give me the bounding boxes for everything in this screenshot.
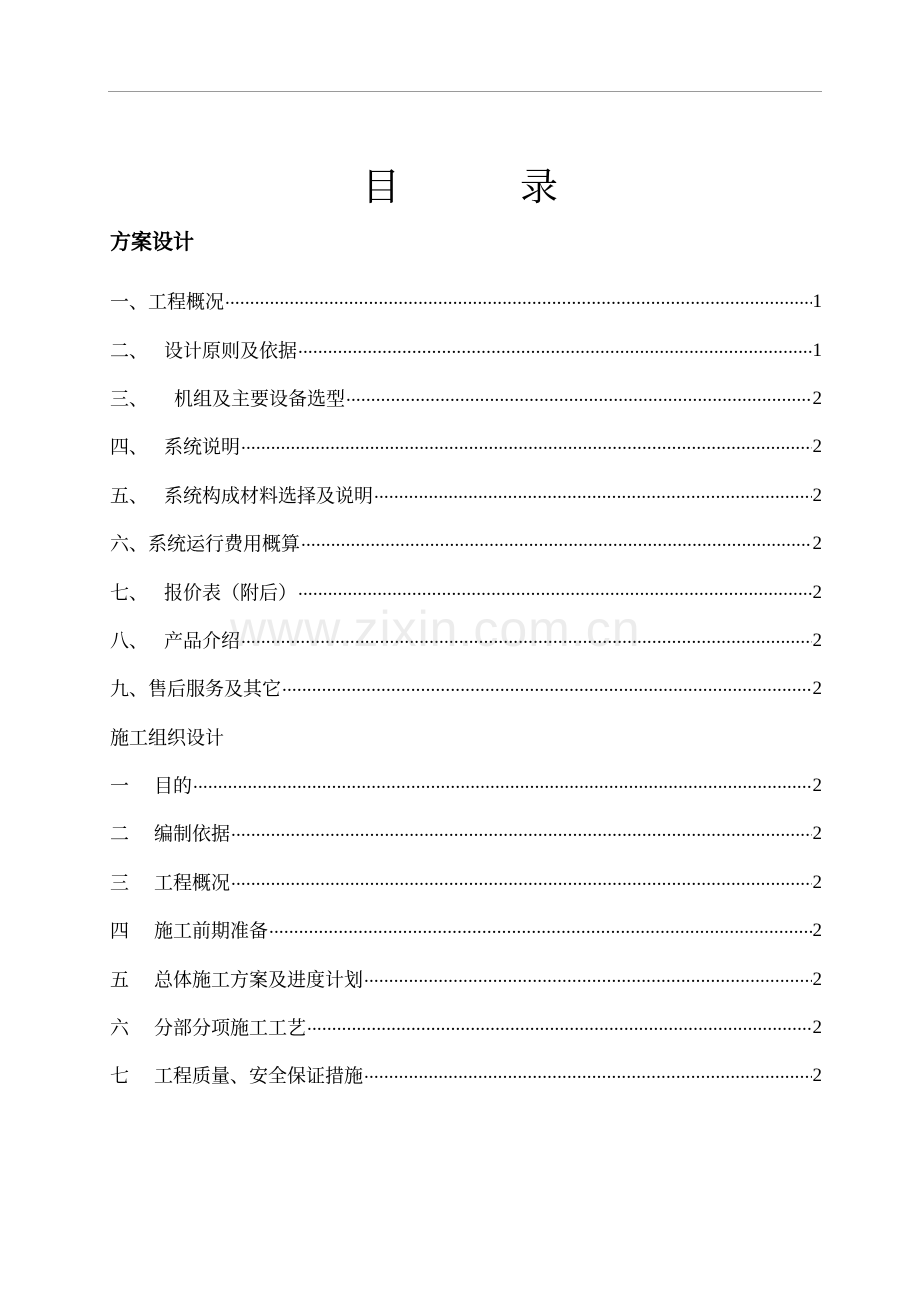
toc-entry[interactable] <box>110 278 822 326</box>
toc-entry-label: 二 编制依据 <box>110 823 231 846</box>
toc-page-number: 2 <box>812 920 822 942</box>
toc-page-number: 2 <box>812 775 822 797</box>
dot-leader <box>231 820 811 848</box>
dot-leader <box>307 1014 811 1042</box>
dot-leader <box>225 288 811 316</box>
dot-leader <box>298 337 811 365</box>
subsection-heading: 施工组织设计 <box>110 726 225 749</box>
toc-entry-label: 六 分部分项施工工艺 <box>110 1017 307 1040</box>
toc-entry[interactable] <box>110 810 822 858</box>
toc-page-number: 2 <box>812 533 822 555</box>
toc-entry-label: 四、 系统说明 <box>110 436 241 459</box>
title-char-1: 目 <box>361 165 400 209</box>
dot-leader <box>269 917 811 945</box>
toc-entry[interactable] <box>110 1052 822 1100</box>
toc-entry-label: 五 总体施工方案及进度计划 <box>110 968 364 991</box>
toc-entry[interactable] <box>110 375 822 423</box>
toc-page-number: 1 <box>812 291 822 313</box>
toc-page-number: 2 <box>812 436 822 458</box>
dot-leader <box>374 482 811 510</box>
toc-entry[interactable] <box>110 617 822 665</box>
toc-page-number: 2 <box>812 823 822 845</box>
toc-entry[interactable] <box>110 762 822 810</box>
toc-entry-label: 五、 系统构成材料选择及说明 <box>110 484 374 507</box>
watermark: www.zixin.com.cn <box>230 601 641 657</box>
toc-entry-label: 九、售后服务及其它 <box>110 678 282 701</box>
dot-leader <box>346 385 811 413</box>
toc-entry-label: 四 施工前期准备 <box>110 920 269 943</box>
toc-entry-label: 七、 报价表（附后） <box>110 581 298 604</box>
dot-leader <box>241 433 811 461</box>
page-title <box>0 156 920 211</box>
section-heading: 方案设计 <box>110 230 194 254</box>
header-rule <box>108 91 822 92</box>
toc-entry-label: 二、 设计原则及依据 <box>110 339 298 362</box>
toc-page-number: 2 <box>812 871 822 893</box>
toc-entry-label: 七 工程质量、安全保证措施 <box>110 1065 364 1088</box>
toc-entry-label: 一、工程概况 <box>110 291 225 314</box>
toc-entry[interactable] <box>110 472 822 520</box>
toc-entry-label: 八、 产品介绍 <box>110 629 241 652</box>
toc-entry[interactable] <box>110 1004 822 1052</box>
toc-entry[interactable] <box>110 859 822 907</box>
toc-page-number: 2 <box>812 678 822 700</box>
toc-entry-label: 三 工程概况 <box>110 871 231 894</box>
toc-entry-label: 一 目的 <box>110 775 193 798</box>
toc-entry[interactable] <box>110 423 822 471</box>
dot-leader <box>364 1062 811 1090</box>
toc-entry[interactable] <box>110 665 822 713</box>
title-char-2: 录 <box>520 165 559 209</box>
dot-leader <box>301 530 811 558</box>
dot-leader <box>193 772 811 800</box>
table-of-contents <box>110 278 822 1101</box>
toc-page-number: 1 <box>812 339 822 361</box>
dot-leader <box>241 627 811 655</box>
toc-entry[interactable] <box>110 907 822 955</box>
dot-leader <box>364 966 811 994</box>
toc-entry[interactable] <box>110 568 822 616</box>
toc-page-number: 2 <box>812 968 822 990</box>
toc-page-number: 2 <box>812 1065 822 1087</box>
toc-entry-label: 三、 机组及主要设备选型 <box>110 387 346 410</box>
dot-leader <box>298 579 811 607</box>
toc-page-number: 2 <box>812 484 822 506</box>
dot-leader <box>231 869 811 897</box>
toc-page-number: 2 <box>812 581 822 603</box>
toc-entry[interactable] <box>110 520 822 568</box>
toc-entry[interactable] <box>110 955 822 1003</box>
toc-page-number: 2 <box>812 629 822 651</box>
toc-page-number: 2 <box>812 1017 822 1039</box>
toc-entry[interactable] <box>110 326 822 374</box>
dot-leader <box>282 675 811 703</box>
toc-page-number: 2 <box>812 387 822 409</box>
toc-entry-label: 六、系统运行费用概算 <box>110 533 301 556</box>
